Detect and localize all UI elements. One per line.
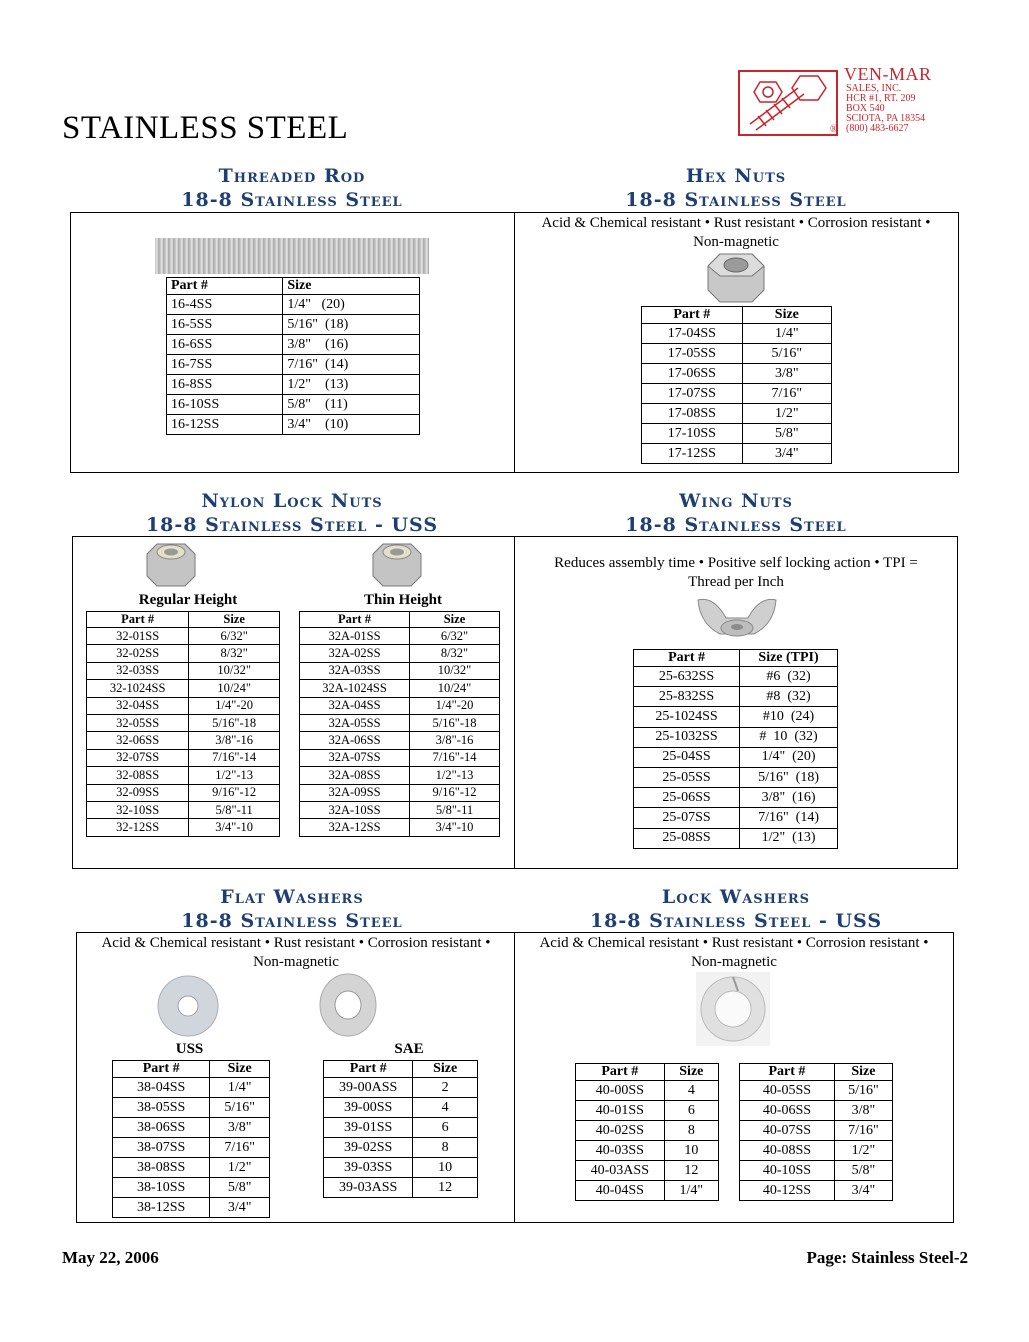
size-cell: 6/32" — [189, 628, 280, 645]
table-row — [300, 628, 500, 645]
size-cell: 5/8" — [210, 1178, 270, 1198]
part-number-cell: 25-04SS — [634, 747, 740, 767]
part-number-cell: 38-10SS — [113, 1178, 210, 1198]
table-row — [87, 749, 280, 766]
col-header-size: Size — [413, 1061, 478, 1078]
part-number-cell: 38-08SS — [113, 1158, 210, 1178]
size-cell: 6 — [413, 1118, 478, 1138]
col-header-size: Size — [664, 1064, 718, 1081]
part-number-cell: 32A-03SS — [300, 662, 410, 679]
col-header-size: Size — [210, 1061, 270, 1078]
col-header-part: Part # — [576, 1064, 665, 1081]
part-number-cell: 25-05SS — [634, 767, 740, 787]
table-row — [634, 727, 838, 747]
hex-nuts-note: Acid & Chemical resistant • Rust resistant • Corrosion resistant • Non-magnetic — [541, 215, 931, 250]
threaded-rod-subtitle: 18-8 Stainless Steel — [181, 189, 403, 211]
part-number-cell: 32A-06SS — [300, 732, 410, 749]
nylon-regular-table — [86, 611, 280, 837]
part-number-cell: 16-4SS — [167, 295, 283, 315]
part-number-cell: 32A-1024SS — [300, 680, 410, 697]
size-cell: 3/8"-16 — [189, 732, 280, 749]
table-row — [87, 767, 280, 784]
part-number-cell: 32A-10SS — [300, 801, 410, 818]
size-cell: 5/16"-18 — [410, 714, 500, 731]
size-cell: 4 — [664, 1081, 718, 1101]
part-number-cell: 40-10SS — [740, 1161, 835, 1181]
table-row — [167, 415, 420, 435]
size-cell: 1/4" (20) — [283, 295, 420, 315]
wing-nuts-subtitle: 18-8 Stainless Steel — [625, 514, 847, 536]
size-cell: 9/16"-12 — [189, 784, 280, 801]
logo-name: VEN-MAR — [844, 64, 932, 84]
flat-washer-sae-image — [316, 972, 380, 1038]
flat-washer-uss-image — [156, 974, 220, 1038]
size-cell: 3/8" (16) — [740, 788, 838, 808]
part-number-cell: 39-03ASS — [324, 1178, 413, 1198]
table-row — [634, 788, 838, 808]
col-header-size: Size — [283, 278, 420, 295]
nylon-nut-thin-image — [369, 540, 425, 588]
table-row — [634, 667, 838, 687]
part-number-cell: 32-10SS — [87, 801, 189, 818]
sae-label: SAE — [394, 1041, 424, 1057]
panel-divider — [514, 536, 515, 869]
part-number-cell: 38-06SS — [113, 1118, 210, 1138]
size-cell: #8 (32) — [740, 687, 838, 707]
size-cell: 2 — [413, 1078, 478, 1098]
part-number-cell: 17-07SS — [642, 384, 743, 404]
part-number-cell: 38-07SS — [113, 1138, 210, 1158]
table-row — [87, 784, 280, 801]
flat-washers-title: Flat Washers — [220, 886, 364, 908]
part-number-cell: 40-03SS — [576, 1141, 665, 1161]
size-cell: #6 (32) — [740, 667, 838, 687]
size-cell: 10/24" — [189, 680, 280, 697]
logo-line: SCIOTA, PA 18354 — [846, 113, 926, 124]
size-cell: 5/8" — [742, 424, 831, 444]
table-row — [87, 732, 280, 749]
table-row — [576, 1161, 719, 1181]
table-row — [113, 1158, 270, 1178]
part-number-cell: 32A-08SS — [300, 767, 410, 784]
table-row — [300, 697, 500, 714]
part-number-cell: 32-03SS — [87, 662, 189, 679]
size-cell: 5/8" — [834, 1161, 892, 1181]
size-cell: 6/32" — [410, 628, 500, 645]
table-row — [167, 335, 420, 355]
flat-washers-note: Acid & Chemical resistant • Rust resistant • Corrosion resistant • Non-magnetic — [101, 935, 491, 970]
logo-line: (800) 483-6627 — [846, 123, 909, 134]
part-number-cell: 25-632SS — [634, 667, 740, 687]
part-number-cell: 17-12SS — [642, 444, 743, 464]
part-number-cell: 32A-09SS — [300, 784, 410, 801]
part-number-cell: 16-10SS — [167, 395, 283, 415]
table-row — [87, 801, 280, 818]
size-cell: 3/4" — [210, 1198, 270, 1218]
size-cell: 1/4"-20 — [189, 697, 280, 714]
table-row — [634, 707, 838, 727]
size-cell: 1/4" — [742, 324, 831, 344]
size-cell: 5/16" (18) — [283, 315, 420, 335]
table-row — [634, 767, 838, 787]
part-number-cell: 17-06SS — [642, 364, 743, 384]
part-number-cell: 39-01SS — [324, 1118, 413, 1138]
size-cell: 7/16"-14 — [410, 749, 500, 766]
nylon-lock-nuts-subtitle: 18-8 Stainless Steel - USS — [145, 514, 439, 536]
threaded-rod-table — [166, 277, 420, 435]
table-row — [300, 645, 500, 662]
part-number-cell: 32A-04SS — [300, 697, 410, 714]
nylon-lock-nuts-title: Nylon Lock Nuts — [201, 490, 383, 512]
bolt-logo-icon — [738, 70, 838, 136]
footer-page: Page: Stainless Steel-2 — [806, 1248, 968, 1267]
table-row — [113, 1178, 270, 1198]
part-number-cell: 32-06SS — [87, 732, 189, 749]
size-cell: 10/32" — [410, 662, 500, 679]
size-cell: 12 — [413, 1178, 478, 1198]
lock-washer-image — [696, 972, 770, 1046]
table-row — [740, 1161, 893, 1181]
size-cell: 10/32" — [189, 662, 280, 679]
uss-label: USS — [175, 1041, 204, 1057]
part-number-cell: 39-03SS — [324, 1158, 413, 1178]
part-number-cell: 25-07SS — [634, 808, 740, 828]
part-number-cell: 40-00SS — [576, 1081, 665, 1101]
wing-nuts-heading — [514, 489, 958, 537]
table-row — [324, 1098, 478, 1118]
threaded-rod-image — [155, 238, 429, 274]
table-row — [300, 819, 500, 836]
nylon-nut-regular-image — [143, 540, 199, 588]
table-row — [87, 680, 280, 697]
part-number-cell: 32-01SS — [87, 628, 189, 645]
table-row — [300, 680, 500, 697]
hex-nuts-title: Hex Nuts — [685, 165, 787, 187]
part-number-cell: 25-832SS — [634, 687, 740, 707]
logo-line: HCR #1, RT. 209 — [846, 93, 916, 104]
size-cell: 10 — [413, 1158, 478, 1178]
logo-line: SALES, INC. — [846, 83, 902, 94]
size-cell: 4 — [413, 1098, 478, 1118]
part-number-cell: 32-09SS — [87, 784, 189, 801]
part-number-cell: 17-10SS — [642, 424, 743, 444]
size-cell: 8/32" — [410, 645, 500, 662]
table-row — [300, 732, 500, 749]
size-cell: 7/16" (14) — [740, 808, 838, 828]
size-cell: 10/24" — [410, 680, 500, 697]
part-number-cell: 32A-12SS — [300, 819, 410, 836]
lock-washers-table-right — [739, 1063, 893, 1201]
nylon-thin-table — [299, 611, 500, 837]
size-cell: 8 — [413, 1138, 478, 1158]
regular-height-label: Regular Height — [138, 592, 238, 608]
size-cell: 5/8" (11) — [283, 395, 420, 415]
table-row — [167, 395, 420, 415]
size-cell: 1/2" (13) — [740, 828, 838, 848]
table-row — [740, 1081, 893, 1101]
threaded-rod-heading — [70, 164, 514, 212]
hex-nuts-heading — [514, 164, 958, 212]
table-row — [634, 808, 838, 828]
size-cell: 3/4" — [742, 444, 831, 464]
part-number-cell: 16-5SS — [167, 315, 283, 335]
col-header-size: Size — [410, 612, 500, 628]
table-row — [324, 1158, 478, 1178]
part-number-cell: 40-04SS — [576, 1181, 665, 1201]
col-header-part: Part # — [113, 1061, 210, 1078]
size-cell: 3/4"-10 — [189, 819, 280, 836]
table-row — [634, 687, 838, 707]
part-number-cell: 16-6SS — [167, 335, 283, 355]
table-row — [87, 628, 280, 645]
threaded-rod-title: Threaded Rod — [218, 165, 366, 187]
table-row — [113, 1118, 270, 1138]
table-row — [324, 1178, 478, 1198]
part-number-cell: 32-05SS — [87, 714, 189, 731]
table-row — [634, 747, 838, 767]
table-row — [576, 1121, 719, 1141]
table-row — [576, 1141, 719, 1161]
part-number-cell: 25-1032SS — [634, 727, 740, 747]
col-header-part: Part # — [740, 1064, 835, 1081]
part-number-cell: 32A-05SS — [300, 714, 410, 731]
size-cell: 5/16" — [210, 1098, 270, 1118]
size-cell: 7/16" (14) — [283, 355, 420, 375]
table-row — [300, 767, 500, 784]
table-row — [642, 364, 832, 384]
lock-washers-title: Lock Washers — [661, 886, 811, 908]
nylon-lock-nuts-heading — [70, 489, 514, 537]
size-cell: 3/8" (16) — [283, 335, 420, 355]
table-row — [300, 801, 500, 818]
table-row — [300, 749, 500, 766]
size-cell: 7/16" — [742, 384, 831, 404]
col-header-part: Part # — [634, 650, 740, 667]
part-number-cell: 40-12SS — [740, 1181, 835, 1201]
part-number-cell: 17-04SS — [642, 324, 743, 344]
table-row — [642, 424, 832, 444]
part-number-cell: 16-8SS — [167, 375, 283, 395]
size-cell: # 10 (32) — [740, 727, 838, 747]
part-number-cell: 40-06SS — [740, 1101, 835, 1121]
size-cell: 1/2"-13 — [189, 767, 280, 784]
part-number-cell: 32A-07SS — [300, 749, 410, 766]
table-row — [113, 1138, 270, 1158]
part-number-cell: 32-07SS — [87, 749, 189, 766]
part-number-cell: 40-02SS — [576, 1121, 665, 1141]
size-cell: 3/8"-16 — [410, 732, 500, 749]
table-row — [740, 1121, 893, 1141]
part-number-cell: 38-05SS — [113, 1098, 210, 1118]
size-cell: 5/16" (18) — [740, 767, 838, 787]
part-number-cell: 38-12SS — [113, 1198, 210, 1218]
table-row — [113, 1198, 270, 1218]
table-row — [642, 444, 832, 464]
registered-icon: ® — [830, 124, 838, 135]
table-row — [576, 1181, 719, 1201]
part-number-cell: 32A-02SS — [300, 645, 410, 662]
lock-washers-heading — [514, 885, 958, 933]
part-number-cell: 32-02SS — [87, 645, 189, 662]
table-row — [300, 662, 500, 679]
table-row — [740, 1181, 893, 1201]
part-number-cell: 40-03ASS — [576, 1161, 665, 1181]
size-cell: 12 — [664, 1161, 718, 1181]
page-title: STAINLESS STEEL — [62, 110, 349, 146]
table-row — [87, 819, 280, 836]
part-number-cell: 40-05SS — [740, 1081, 835, 1101]
table-row — [87, 645, 280, 662]
table-row — [87, 714, 280, 731]
size-cell: 3/4" — [834, 1181, 892, 1201]
part-number-cell: 32-08SS — [87, 767, 189, 784]
size-cell: 1/4" — [664, 1181, 718, 1201]
hex-nut-image — [704, 252, 768, 304]
size-cell: 7/16"-14 — [189, 749, 280, 766]
col-header-size: Size — [189, 612, 280, 628]
wing-nuts-note: Reduces assembly time • Positive self locking action • TPI = Thread per Inch — [554, 555, 918, 590]
hex-nuts-table — [641, 306, 832, 464]
table-row — [167, 355, 420, 375]
table-row — [576, 1101, 719, 1121]
part-number-cell: 40-07SS — [740, 1121, 835, 1141]
col-header-size: Size (TPI) — [740, 650, 838, 667]
lock-washers-table-left — [575, 1063, 719, 1201]
part-number-cell: 39-00SS — [324, 1098, 413, 1118]
col-header-part: Part # — [87, 612, 189, 628]
lock-washers-note: Acid & Chemical resistant • Rust resistant • Corrosion resistant • Non-magnetic — [539, 935, 929, 970]
col-header-part: Part # — [642, 307, 743, 324]
part-number-cell: 25-08SS — [634, 828, 740, 848]
size-cell: #10 (24) — [740, 707, 838, 727]
hex-nuts-subtitle: 18-8 Stainless Steel — [625, 189, 847, 211]
col-header-size: Size — [742, 307, 831, 324]
col-header-size: Size — [834, 1064, 892, 1081]
part-number-cell: 16-12SS — [167, 415, 283, 435]
size-cell: 3/8" — [742, 364, 831, 384]
table-row — [87, 697, 280, 714]
part-number-cell: 25-1024SS — [634, 707, 740, 727]
size-cell: 1/4"-20 — [410, 697, 500, 714]
col-header-part: Part # — [324, 1061, 413, 1078]
flat-washers-sae-table — [323, 1060, 478, 1198]
thin-height-label: Thin Height — [364, 592, 442, 608]
wing-nuts-table — [633, 649, 838, 849]
size-cell: 1/2" — [834, 1141, 892, 1161]
flat-washers-subtitle: 18-8 Stainless Steel — [181, 910, 403, 932]
table-row — [167, 295, 420, 315]
wing-nuts-title: Wing Nuts — [679, 490, 793, 512]
size-cell: 1/2" (13) — [283, 375, 420, 395]
col-header-part: Part # — [167, 278, 283, 295]
size-cell: 1/2" — [210, 1158, 270, 1178]
table-row — [324, 1078, 478, 1098]
size-cell: 5/16" — [834, 1081, 892, 1101]
logo-line: BOX 540 — [846, 103, 885, 114]
table-row — [324, 1118, 478, 1138]
table-row — [740, 1101, 893, 1121]
part-number-cell: 16-7SS — [167, 355, 283, 375]
table-row — [642, 344, 832, 364]
col-header-part: Part # — [300, 612, 410, 628]
size-cell: 1/2" — [742, 404, 831, 424]
table-row — [324, 1138, 478, 1158]
part-number-cell: 32-04SS — [87, 697, 189, 714]
panel-divider — [514, 932, 515, 1223]
table-row — [167, 375, 420, 395]
table-row — [300, 784, 500, 801]
size-cell: 7/16" — [834, 1121, 892, 1141]
size-cell: 5/16"-18 — [189, 714, 280, 731]
table-row — [300, 714, 500, 731]
size-cell: 9/16"-12 — [410, 784, 500, 801]
flat-washers-uss-table — [112, 1060, 270, 1218]
size-cell: 8 — [664, 1121, 718, 1141]
panel-divider — [514, 212, 515, 473]
table-row — [740, 1141, 893, 1161]
table-row — [167, 315, 420, 335]
size-cell: 5/16" — [742, 344, 831, 364]
part-number-cell: 32-1024SS — [87, 680, 189, 697]
size-cell: 3/4" (10) — [283, 415, 420, 435]
size-cell: 5/8"-11 — [410, 801, 500, 818]
part-number-cell: 40-08SS — [740, 1141, 835, 1161]
table-row — [87, 662, 280, 679]
part-number-cell: 39-02SS — [324, 1138, 413, 1158]
table-row — [113, 1078, 270, 1098]
size-cell: 1/4" — [210, 1078, 270, 1098]
table-row — [642, 324, 832, 344]
size-cell: 1/2"-13 — [410, 767, 500, 784]
footer-date: May 22, 2006 — [62, 1248, 159, 1267]
table-row — [634, 828, 838, 848]
part-number-cell: 17-05SS — [642, 344, 743, 364]
part-number-cell: 25-06SS — [634, 788, 740, 808]
flat-washers-heading — [70, 885, 514, 933]
table-row — [576, 1081, 719, 1101]
company-logo — [738, 62, 960, 140]
size-cell: 8/32" — [189, 645, 280, 662]
size-cell: 1/4" (20) — [740, 747, 838, 767]
part-number-cell: 39-00ASS — [324, 1078, 413, 1098]
part-number-cell: 32-12SS — [87, 819, 189, 836]
lock-washers-subtitle: 18-8 Stainless Steel - USS — [589, 910, 883, 932]
part-number-cell: 40-01SS — [576, 1101, 665, 1121]
size-cell: 3/8" — [834, 1101, 892, 1121]
wing-nut-image — [694, 594, 780, 644]
size-cell: 10 — [664, 1141, 718, 1161]
size-cell: 3/8" — [210, 1118, 270, 1138]
table-row — [642, 384, 832, 404]
part-number-cell: 32A-01SS — [300, 628, 410, 645]
size-cell: 6 — [664, 1101, 718, 1121]
part-number-cell: 38-04SS — [113, 1078, 210, 1098]
table-row — [642, 404, 832, 424]
part-number-cell: 17-08SS — [642, 404, 743, 424]
table-row — [113, 1098, 270, 1118]
size-cell: 5/8"-11 — [189, 801, 280, 818]
size-cell: 7/16" — [210, 1138, 270, 1158]
size-cell: 3/4"-10 — [410, 819, 500, 836]
